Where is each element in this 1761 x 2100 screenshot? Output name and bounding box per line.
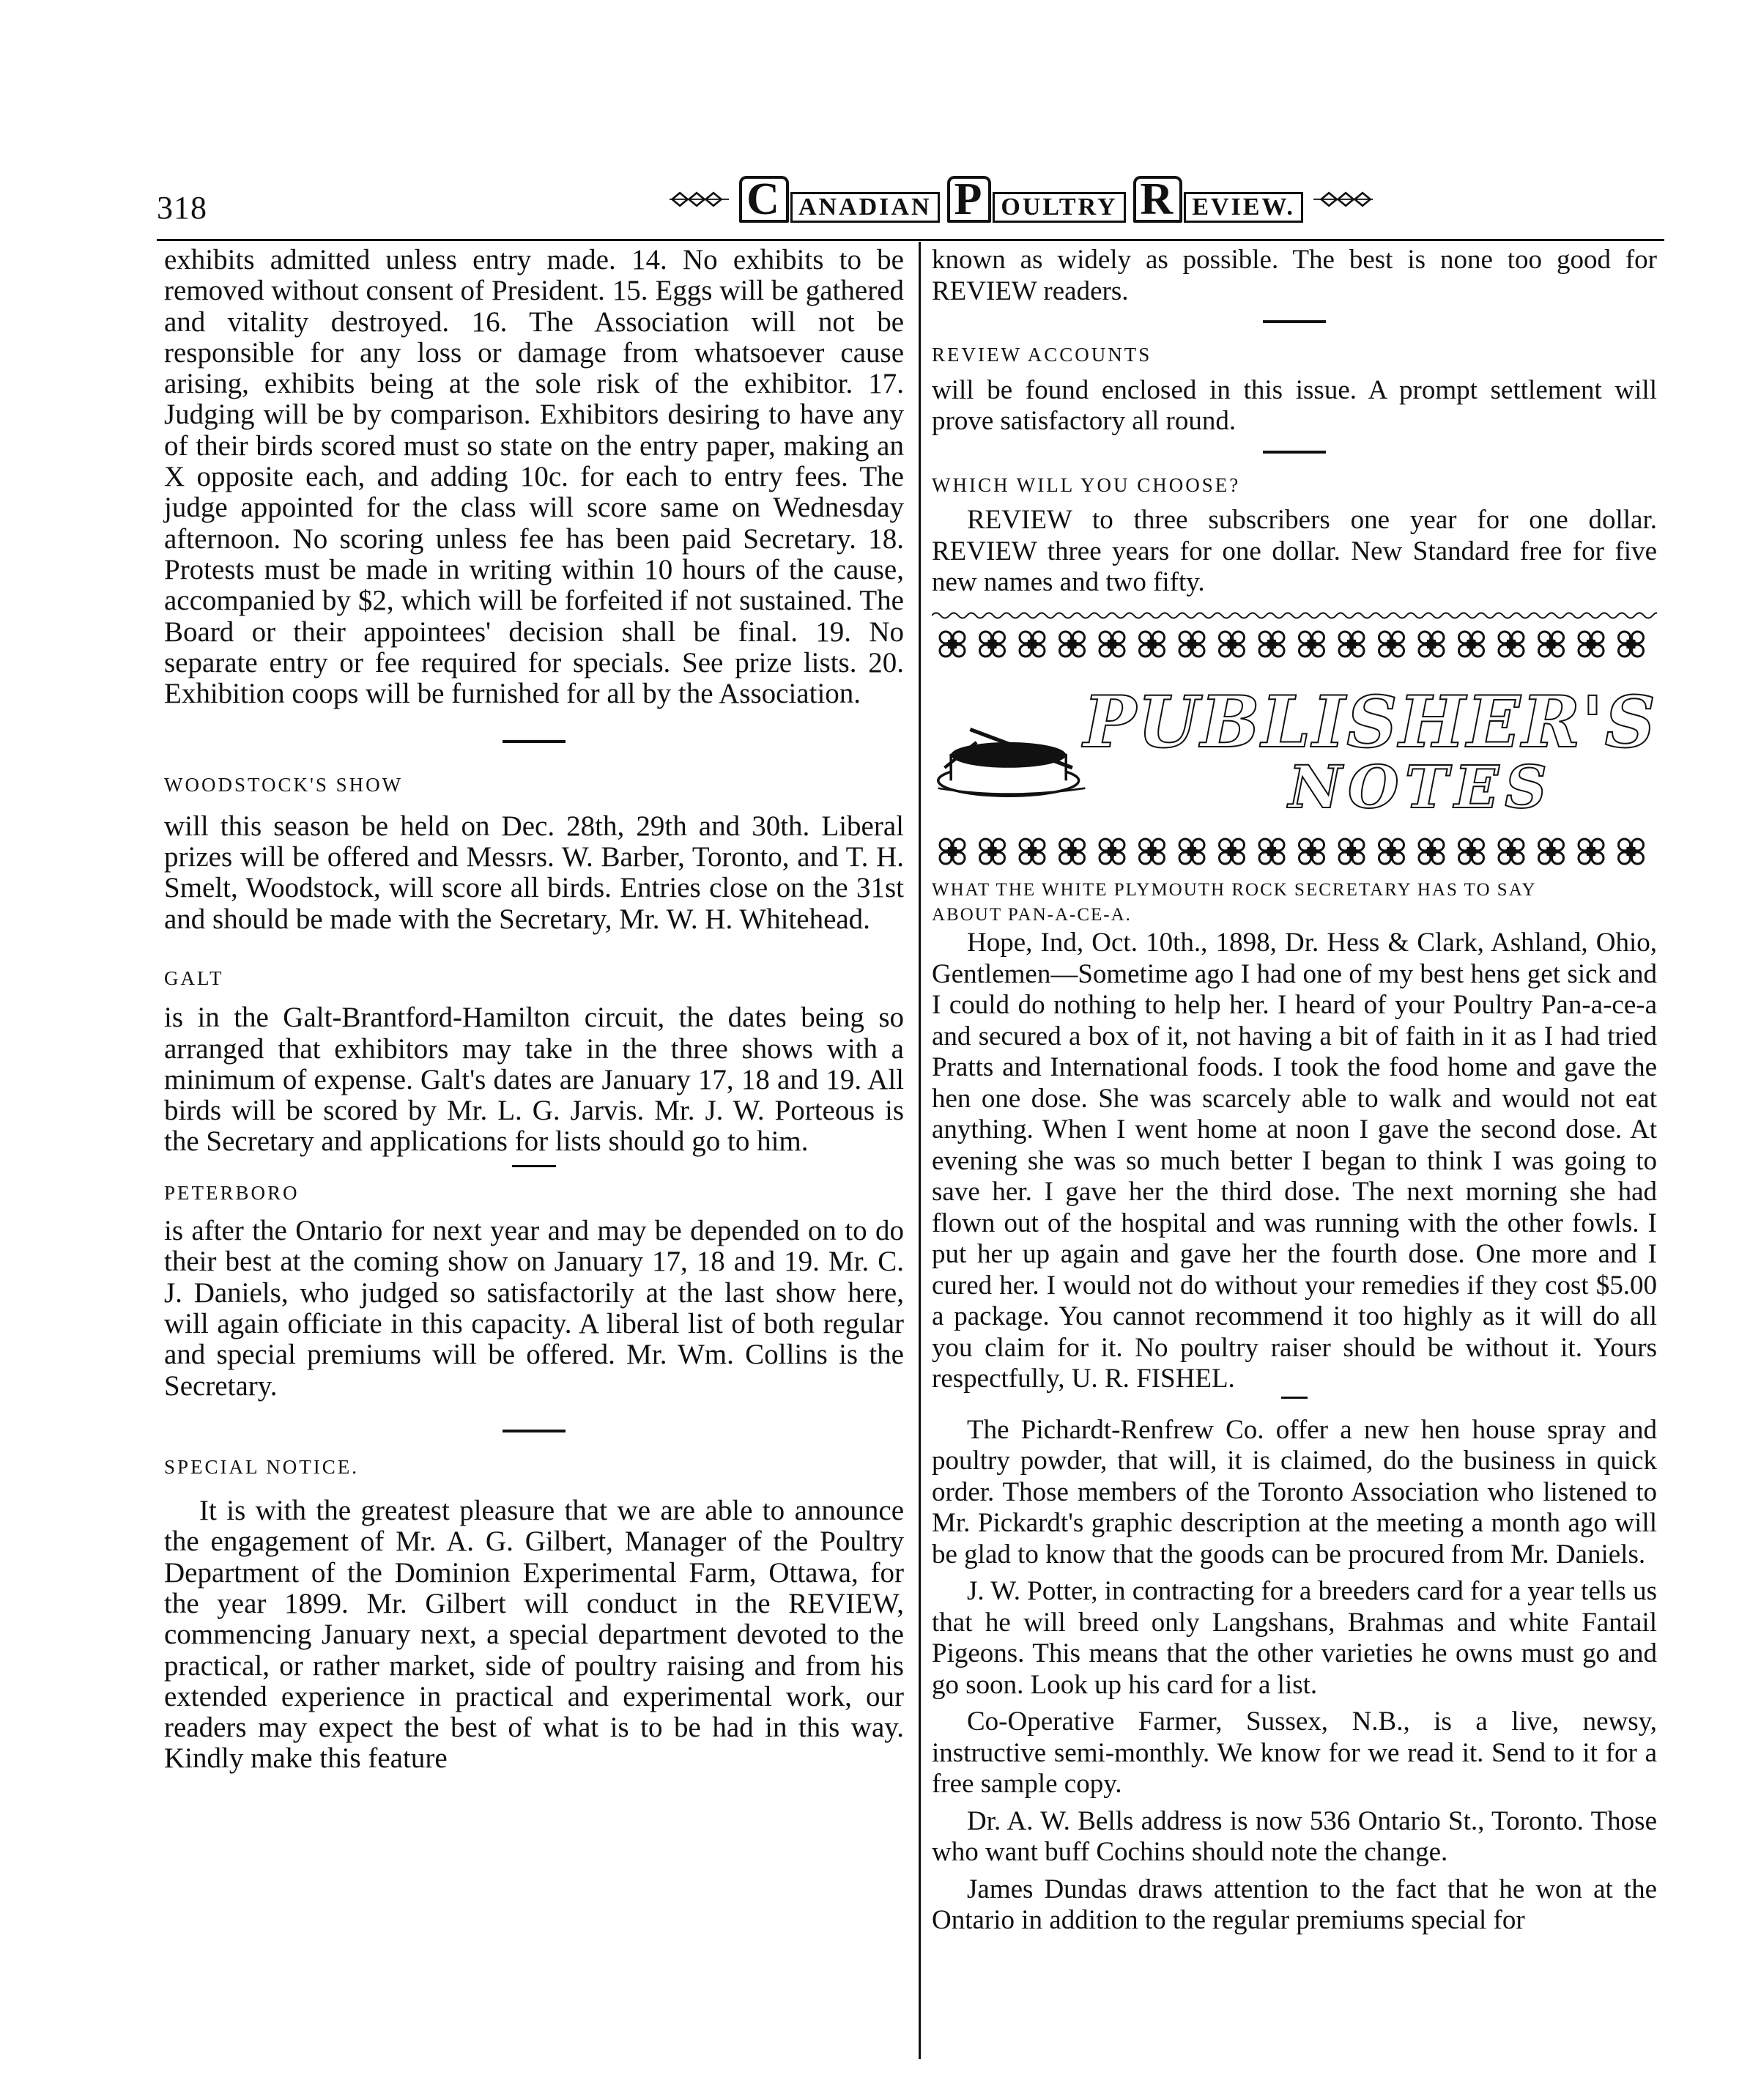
knot-ornament-icon [1300, 839, 1324, 864]
knot-ornament-icon [980, 632, 1005, 657]
knot-ornament-icon [1539, 839, 1564, 864]
knot-ornament-icon [1259, 839, 1284, 864]
column-divider [919, 242, 921, 2059]
knot-ornament-icon [1140, 839, 1165, 864]
knot-ornament-icon [980, 839, 1005, 864]
knot-ornament-icon [1579, 632, 1604, 657]
wavy-border-icon [932, 609, 1657, 622]
choose-heading: WHICH WILL YOU CHOOSE? [932, 473, 1241, 496]
potter-item: J. W. Potter, in contracting for a breeders card for a year tells us that he will breed only Langshans, Brahmas and white Fantail Pigeons. This means that the other varieties he owns must go and go soon. Look up his card for a list. [932, 1576, 1657, 1700]
knot-ornament-icon [1419, 632, 1444, 657]
knot-ornament-icon [940, 632, 965, 657]
right-ornament-icon [1313, 188, 1373, 210]
rules-paragraph: exhibits admitted unless entry made. 14. No exhibits to be removed without consent of President. 15. Eggs will be gathered and vitality destroyed. 16. The Association will not be responsible for any loss or damage from whatsoever cause arising, exhibits being at the sole risk of the exhibitor. 17. Judging will be by comparison. Exhibitors desiring to have any of their birds scored must so state on the entry paper, making an X opposite each, and adding 10c. for each to entry fees. The judge appointed for the class will score same on Wednesday afternoon. No scoring unless fee has been paid Secretary. 18. Protests must be made in writing within 10 hours of the cause, accompanied by $2, which will be forfeited if not sustained. The Board or their appointees' decision shall be final. 19. No separate entry or fee required for specials. See prize lists. 20. Exhibition coops will be furnished for all by the Association. [164, 244, 904, 710]
knot-ornament-icon [1379, 632, 1404, 657]
knot-ornament-icon [1060, 632, 1085, 657]
knot-ornament-icon [1339, 632, 1364, 657]
knot-ornament-icon [1619, 839, 1644, 864]
knot-border-top-icon [932, 629, 1657, 659]
journal-title [739, 176, 1303, 223]
knot-ornament-icon [1499, 632, 1524, 657]
dundas-item: James Dundas draws attention to the fact that he won at the Ontario in addition to the regular premiums special for [932, 1874, 1657, 1935]
choose-text: REVIEW to three subscribers one year for one dollar. REVIEW three years for one dollar. New Standard free for five new names and two fifty. [932, 505, 1657, 597]
galt-heading: GALT [164, 966, 224, 989]
knot-ornament-icon [1020, 632, 1045, 657]
knot-ornament-icon [1179, 632, 1204, 657]
knot-ornament-icon [1179, 839, 1204, 864]
knot-ornament-icon [1459, 839, 1484, 864]
panacea-heading-1: WHAT THE WHITE PLYMOUTH ROCK SECRETARY HAS TO SAY [932, 880, 1537, 900]
banner-title [1083, 680, 1657, 821]
knot-ornament-icon [1100, 839, 1124, 864]
banner-line-2: NOTES [1288, 752, 1553, 821]
knot-ornament-icon [1020, 839, 1045, 864]
accounts-text: will be found enclosed in this issue. A prompt settlement will prove satisfactory all round. [932, 374, 1657, 436]
right-column [932, 245, 1657, 1937]
section-rule [512, 1165, 556, 1167]
woodstock-text: will this season be held on Dec. 28th, 29th and 30th. Liberal prizes will be offered and Messrs. W. Barber, Toronto, and T. H. Smelt, Woodstock, will score all birds. Entries close on the 31st and should be made with the Secretary, Mr. W. H. Whitehead. [164, 810, 904, 935]
knot-ornament-icon [1499, 839, 1524, 864]
knot-ornament-icon [1579, 839, 1604, 864]
knot-ornament-icon [1259, 632, 1284, 657]
page-number: 318 [157, 190, 207, 226]
pickardt-item: The Pichardt-Renfrew Co. offer a new hen house spray and poultry powder, that will, it is claimed, do the business in quick order. Those members of the Toronto Association who listened to Mr. Pickardt's graphic description at the meeting a month ago will be glad to know that the goods can be procured from Mr. Daniels. [932, 1414, 1657, 1570]
cooperative-farmer-item: Co-Operative Farmer, Sussex, N.B., is a live, newsy, instructive semi-monthly. We know for we read it. Send to it for a free sample copy. [932, 1707, 1657, 1799]
knot-ornament-icon [940, 839, 965, 864]
bell-address-item: Dr. A. W. Bells address is now 536 Ontario St., Toronto. Those who want buff Cochins should note the change. [932, 1805, 1657, 1867]
knot-ornament-icon [1339, 839, 1364, 864]
left-ornament-icon [670, 188, 729, 210]
knot-border-bottom-icon [932, 837, 1657, 866]
review-continuation: known as widely as possible. The best is none too good for REVIEW readers. [932, 245, 1657, 306]
title-word-review: R EVIEW. [1133, 176, 1303, 223]
galt-text: is in the Galt-Brantford-Hamilton circuit, the dates being so arranged that exhibitors may take in the three shows with a minimum of expense. Galt's dates are January 17, 18 and 19. All birds will be scored by Mr. L. G. Jarvis. Mr. J. W. Porteous is the Secretary and applications for lists should go to him. [164, 1002, 904, 1158]
section-rule [503, 740, 566, 743]
knot-ornament-icon [1539, 632, 1564, 657]
banner-line-1: PUBLISHER'S [1083, 680, 1657, 764]
special-notice-text: It is with the greatest pleasure that we are able to announce the engagement of Mr. A. G. Gilbert, Manager of the Poultry Department of the Dominion Experimental Farm, Ottawa, for the year 1899. Mr. Gilbert will conduct in the REVIEW, commencing January next, a special department devoted to the practical, or rather market, side of poultry raising and from his extended experience in practical and experimental work, our readers may expect the best of what is to be had in this way. Kindly make this feature [164, 1495, 904, 1775]
knot-ornament-icon [1100, 632, 1124, 657]
title-word-canadian: C ANADIAN [739, 176, 939, 223]
section-rule [1263, 320, 1326, 323]
inkpot-pen-icon [932, 697, 1098, 807]
knot-ornament-icon [1379, 839, 1404, 864]
knot-ornament-icon [1419, 839, 1444, 864]
knot-ornament-icon [1220, 632, 1245, 657]
accounts-heading: REVIEW ACCOUNTS [932, 344, 1152, 366]
publishers-notes-banner [932, 673, 1657, 831]
panacea-heading-2: ABOUT PAN-A-CE-A. [932, 905, 1132, 925]
header-rule [157, 239, 1664, 241]
knot-ornament-icon [1220, 839, 1245, 864]
page-header [157, 173, 1593, 232]
left-column [164, 245, 904, 1775]
masthead [670, 173, 1373, 226]
section-rule [503, 1430, 566, 1432]
knot-ornament-icon [1300, 632, 1324, 657]
knot-ornament-icon [1619, 632, 1644, 657]
woodstock-heading: WOODSTOCK'S SHOW [164, 774, 404, 796]
knot-ornament-icon [1060, 839, 1085, 864]
section-rule [1263, 451, 1326, 454]
panacea-letter: Hope, Ind, Oct. 10th., 1898, Dr. Hess & Clark, Ashland, Ohio, Gentlemen—Sometime ago I had one of my best hens get sick and I could do nothing to help her. I heard of your Poultry Pan-a-ce-a and secured a box of it, not having a bit of faith in it as I had tried Pratts and International foods. I took the food home and gave the hen one dose. She was scarcely able to walk and would not eat anything. When I went home at noon I gave the second dose. At evening she was so much better I began to think I was going to save her. I gave her the third dose. The next morning she had flown out of the hospital and was running with the other fowls. I put her up again and gave her the fourth dose. One more and I cured her. I would not do without your remedies if they cost $5.00 a package. You cannot recommend it too highly as it will do all you claim for it. No poultry raiser should be without it. Yours respectfully, U. R. FISHEL. [932, 928, 1657, 1394]
knot-ornament-icon [1140, 632, 1165, 657]
special-notice-heading: SPECIAL NOTICE. [164, 1455, 359, 1478]
title-word-poultry: P OULTRY [947, 176, 1126, 223]
peterboro-heading: PETERBORO [164, 1181, 300, 1204]
section-rule [1281, 1397, 1308, 1399]
knot-ornament-icon [1459, 632, 1484, 657]
peterboro-text: is after the Ontario for next year and may be depended on to do their best at the coming show on January 17, 18 and 19. Mr. C. J. Daniels, who judged so satisfactorily at the last show here, will again officiate in this capacity. A liberal list of both regular and special premiums will be offered. Mr. Wm. Collins is the Secretary. [164, 1215, 904, 1402]
